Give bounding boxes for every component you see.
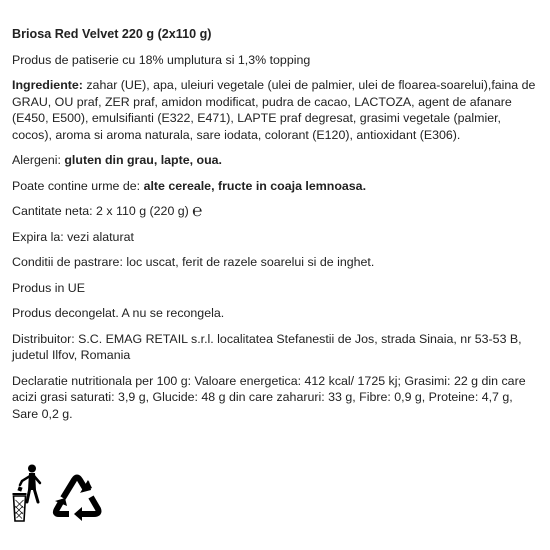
- net-quantity-text: Cantitate neta: 2 x 110 g (220 g): [12, 204, 193, 218]
- ingredients-text: zahar (UE), apa, uleiuri vegetale (ulei de palmier, ulei de floarea-soarelui),faina de GRAU, OU praf, ZER praf, amidon modificat, pudra de cacao, LACTOZA, agent de afanare (E450, E500), emulsifianti (E322, E471), LAPTE praf degresat, grasimi vegetale (palmier, cocos), aroma si aroma naturala, sare iodata, colorant (E120), antioxidant (E306).: [12, 78, 536, 142]
- thawed-notice: Produs decongelat. A nu se recongela.: [12, 306, 225, 320]
- tidyman-bin-icon: [13, 465, 41, 522]
- recycle-icon: [55, 478, 99, 522]
- estimated-sign-icon: ℮: [192, 201, 203, 220]
- traces-value: alte cereale, fructe in coaja lemnoasa.: [143, 178, 367, 193]
- disposal-icons-graphic: [12, 463, 112, 523]
- net-quantity: [12, 203, 540, 220]
- disposal-icons: [12, 463, 112, 523]
- allergens-label: Alergeni:: [12, 153, 65, 167]
- traces-section: [12, 178, 540, 195]
- distributor-info: Distribuitor: S.C. EMAG RETAIL s.r.l. localitatea Stefanestii de Jos, strada Sinaia, nr 53-53 B, judetul Ilfov, Romania: [12, 331, 522, 362]
- ingredients-label: Ingrediente:: [12, 78, 83, 92]
- traces-label: Poate contine urme de:: [12, 178, 144, 193]
- product-description: Produs de patiserie cu 18% umplutura si 1,3% topping: [12, 52, 311, 67]
- ingredients-section: [12, 77, 540, 143]
- nutrition-declaration: Declaratie nutritionala per 100 g: Valoare energetica: 412 kcal/ 1725 kj; Grasimi: 22 g din care acizi grasi saturati: 3,9 g, Glucide: 48 g din care zaharuri: 33 g, Fibre: 0,9 g, Proteine: 4,7 g, Sare 0,2 g.: [12, 373, 526, 421]
- origin-info: Produs in UE: [12, 280, 86, 295]
- storage-conditions: Conditii de pastrare: loc uscat, ferit de razele soarelui si de inghet.: [12, 255, 375, 269]
- allergens-section: [12, 152, 540, 169]
- allergens-value: gluten din grau, lapte, oua.: [64, 153, 223, 167]
- product-label: [12, 26, 540, 431]
- product-title: Briosa Red Velvet 220 g (2x110 g): [12, 27, 212, 41]
- expiry-info: Expira la: vezi alaturat: [12, 229, 134, 244]
